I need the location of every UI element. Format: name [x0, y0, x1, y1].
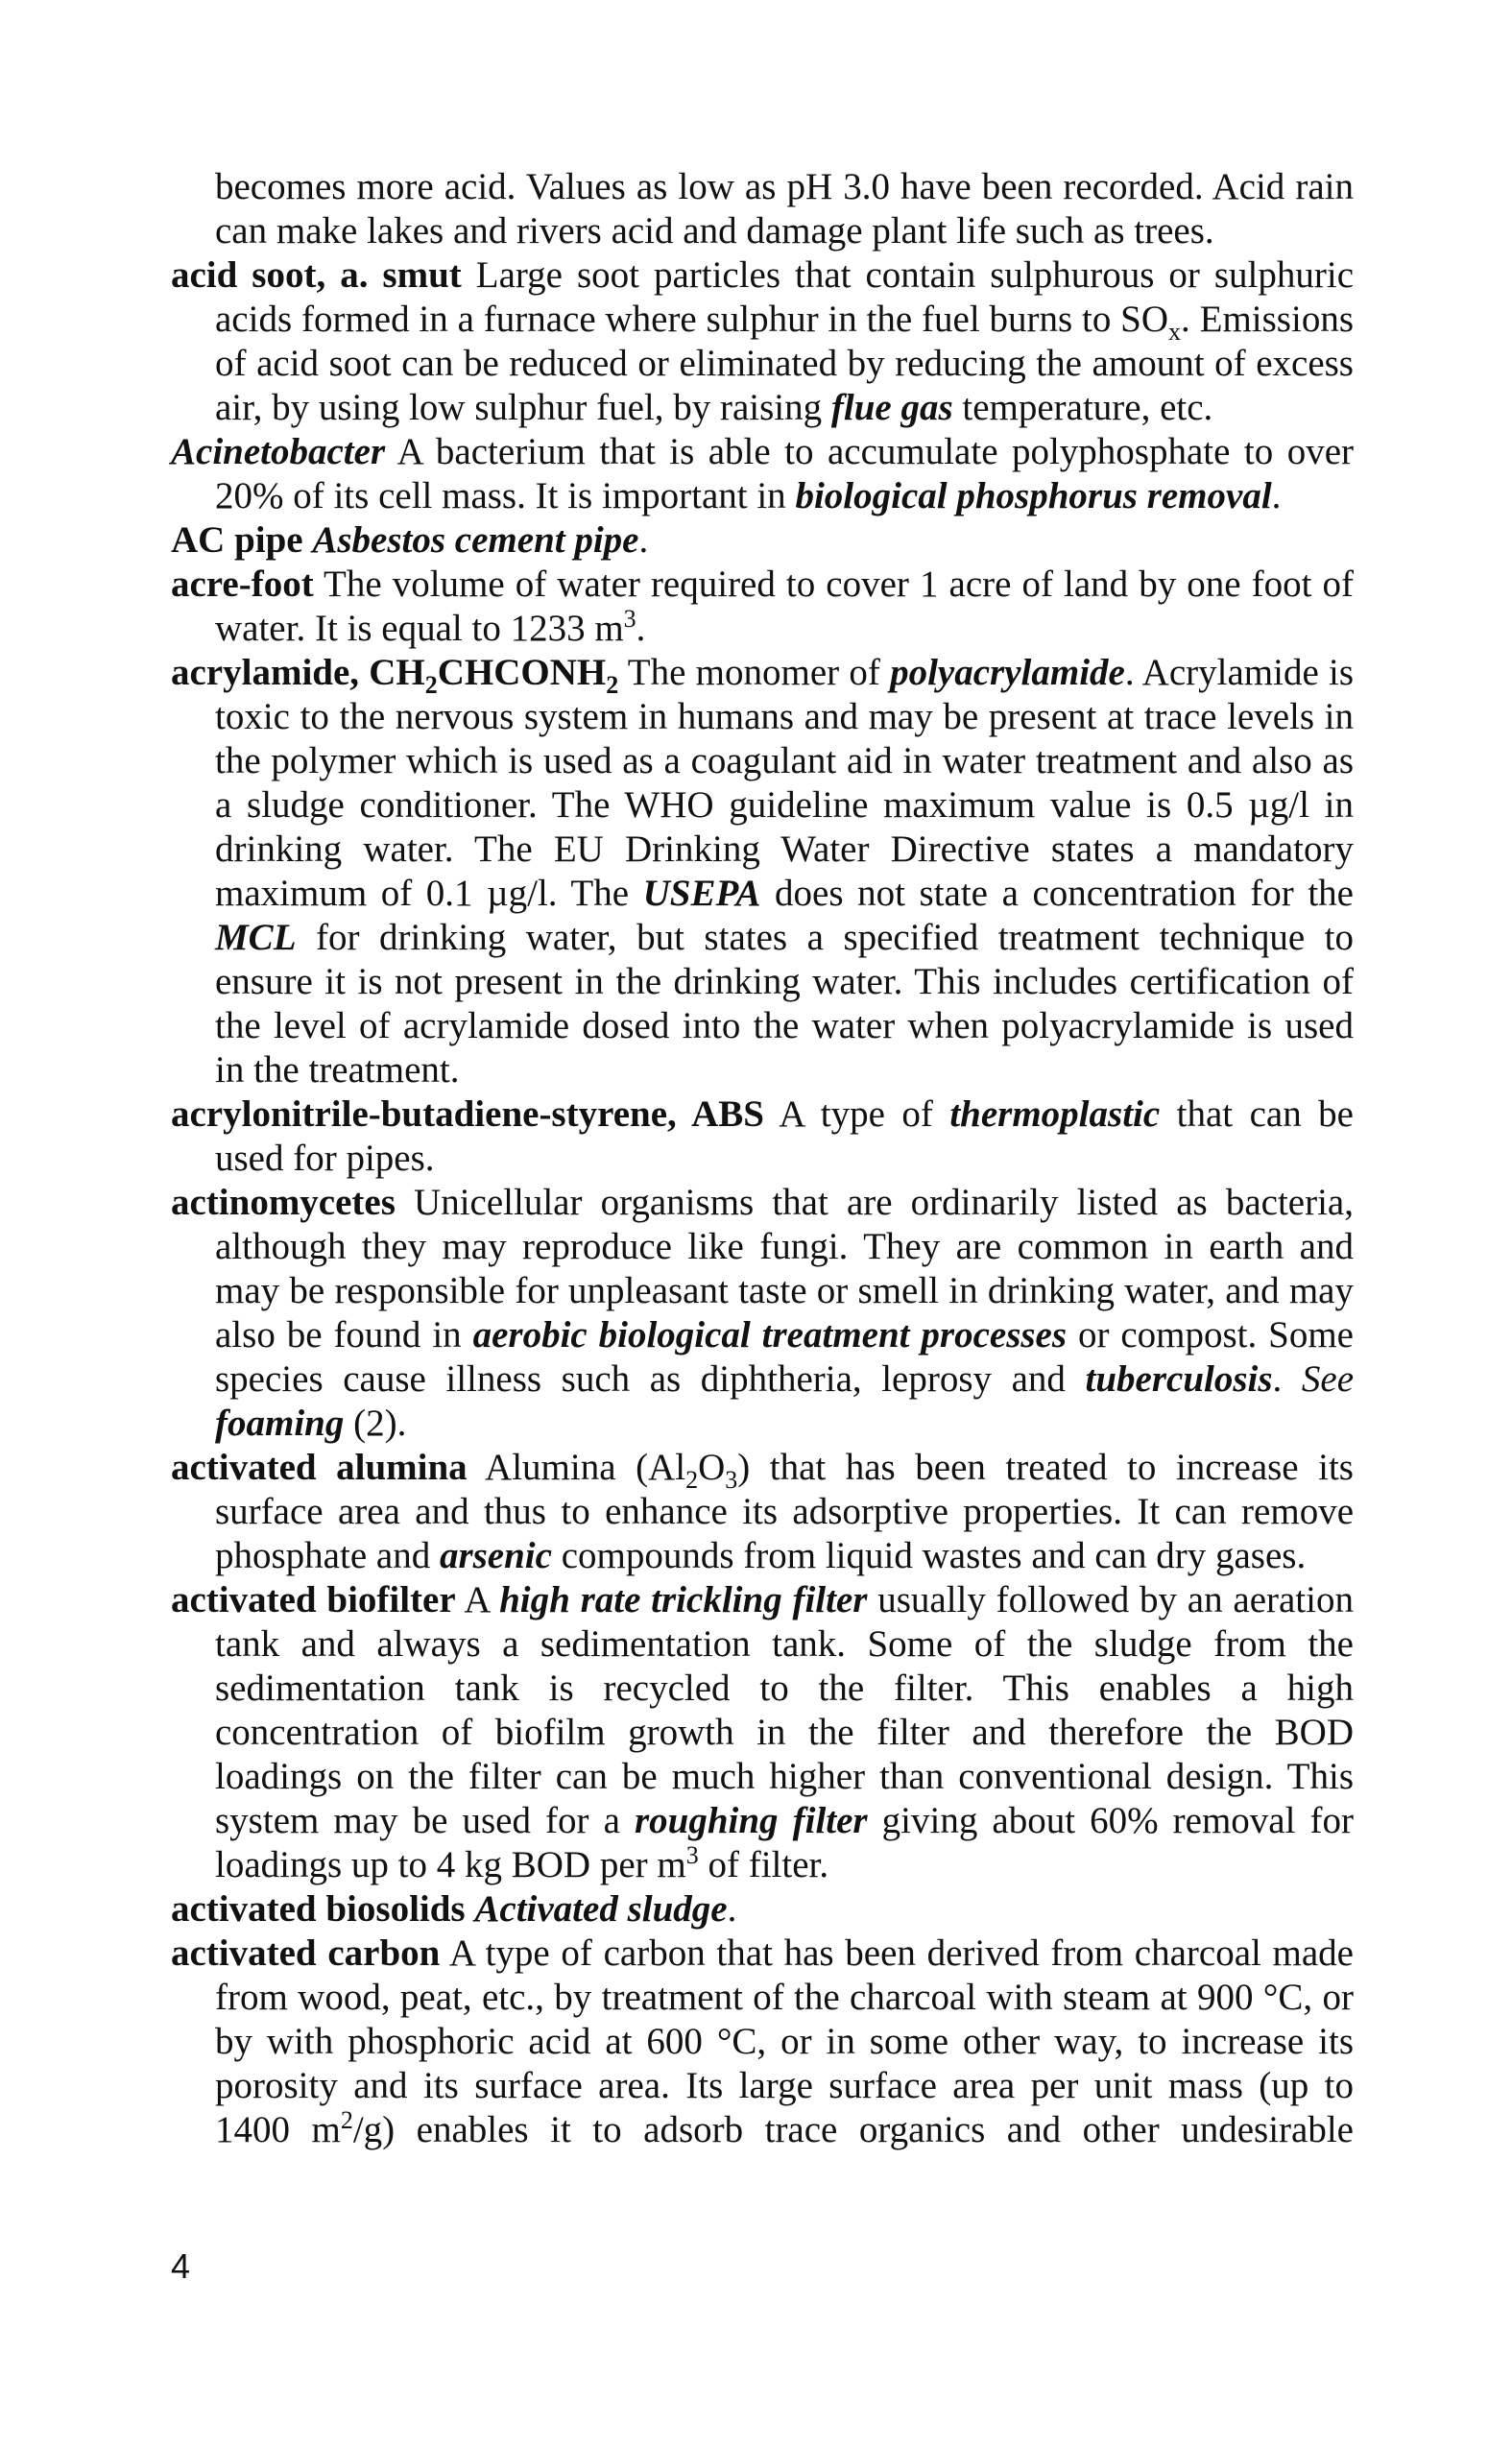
headword: activated alumina — [171, 1447, 468, 1488]
headword: activated biofilter — [171, 1579, 456, 1620]
cross-reference: foaming — [215, 1403, 345, 1444]
cross-reference: arsenic — [439, 1535, 552, 1576]
cross-reference: high rate trickling filter — [499, 1579, 868, 1620]
cross-reference: Asbestos cement pipe — [312, 519, 639, 561]
entry-activated-biofilter: activated biofilter A high rate trickling filter usually followed by an aeration tank and always a sedimentation tank. Some of the sludge from the sedimentation tank is recycled to the filter. This enables a high concentration of biofilm growth in the filter and therefore the BOD loadings on the filter can be much higher than conventional design. This system may be used for a roughing filter giving about 60% removal for loadings up to 4 kg BOD per $m^3$ of filter. — [171, 1579, 1354, 1885]
headword: activated carbon — [171, 1932, 441, 1974]
headword: actinomycetes — [171, 1182, 396, 1223]
cross-reference: polyacrylamide — [890, 652, 1125, 693]
page-number: 4 — [171, 2246, 191, 2286]
headword: acrylonitrile-butadiene-styrene, ABS — [171, 1093, 764, 1135]
headword: AC pipe — [171, 519, 303, 561]
cross-reference: Activated sludge — [474, 1888, 728, 1930]
headword: Acinetobacter — [171, 431, 386, 472]
headword: acrylamide, $CH_2CHCONH_2$ — [171, 652, 619, 699]
entry-acinetobacter: Acinetobacter A bacterium that is able to accumulate polyphosphate to over 20% of its cell mass. It is important in biological phosphorus removal. — [171, 431, 1354, 516]
entry-activated-biosolids: activated biosolids Activated sludge. — [171, 1888, 737, 1930]
headword: acre-foot — [171, 564, 314, 605]
cross-reference: roughing filter — [634, 1800, 868, 1841]
cross-reference: tuberculosis — [1085, 1358, 1273, 1400]
see-label: See — [1301, 1358, 1355, 1400]
headword: acid soot, a. smut — [171, 254, 462, 296]
entry-acrylamide: acrylamide, $CH_2CHCONH_2$ The monomer of polyacrylamide. Acrylamide is toxic to the nervous system in humans and may be present at trace levels in the polymer which is used as a coagulant aid in water treatment and also as a sludge conditioner. The WHO guideline maximum value is 0.5 µg/l in drinking water. The EU Drinking Water Directive states a mandatory maximum of 0.1 µg/l. The USEPA does not state a concentration for the MCL for drinking water, but states a specified treatment technique to ensure it is not present in the drinking water. This includes certification of the level of acrylamide dosed into the water when polyacrylamide is used in the treatment. — [171, 652, 1355, 1091]
cross-reference: USEPA — [642, 873, 761, 914]
headword: activated biosolids — [171, 1888, 466, 1930]
cross-reference: biological phosphorus removal — [795, 475, 1272, 516]
entry-activated-alumina: activated alumina Alumina $(Al_2O_3)$ that has been treated to increase its surface area and thus to enhance its adsorptive properties. It can remove phosphate and arsenic compounds from liquid wastes and can dry gases. — [171, 1447, 1354, 1576]
dictionary-page — [171, 165, 1354, 2152]
entry-activated-carbon: activated carbon A type of carbon that has been derived from charcoal made from wood, peat, etc., by treatment of the charcoal with steam at 900 °C, or by with phosphoric acid at 600 °C, or in some other way, to increase its porosity and its surface area. Its large surface area per unit mass (up to 1400 $m^2/g$) enables it to adsorb trace organics and other undesirable — [171, 1932, 1354, 2150]
entry-abs: acrylonitrile-butadiene-styrene, ABS A type of thermoplastic that can be used for pipes. — [171, 1093, 1354, 1179]
cross-reference: thermoplastic — [949, 1093, 1161, 1135]
entry-ac-pipe: AC pipe Asbestos cement pipe. — [171, 519, 649, 561]
cross-reference: MCL — [215, 917, 297, 958]
cross-reference: aerobic biological treatment processes — [472, 1314, 1068, 1356]
entry-actinomycetes: actinomycetes Unicellular organisms that are ordinarily listed as bacteria, although they may reproduce like fungi. They are common in earth and may be responsible for unpleasant taste or smell in drinking water, and may also be found in aerobic biological treatment processes or compost. Some species cause illness such as diphtheria, leprosy and tuberculosis. See foaming (2). — [171, 1182, 1355, 1444]
entry-acid-soot: acid soot, a. smut Large soot particles that contain sulphurous or sulphuric acids formed in a furnace where sulphur in the fuel burns to $SO_x$. Emissions of acid soot can be reduced or eliminated by reducing the amount of excess air, by using low sulphur fuel, by raising flue gas temperature, etc. — [171, 254, 1355, 428]
cross-reference: flue gas — [830, 387, 953, 428]
entry-continuation: becomes more acid. Values as low as pH 3.0 have been recorded. Acid rain can make lakes and rivers acid and damage plant life such as trees. — [215, 166, 1354, 252]
entry-acre-foot: acre-foot The volume of water required to cover 1 acre of land by one foot of water. It is equal to 1233 $m^3$. — [171, 564, 1354, 649]
